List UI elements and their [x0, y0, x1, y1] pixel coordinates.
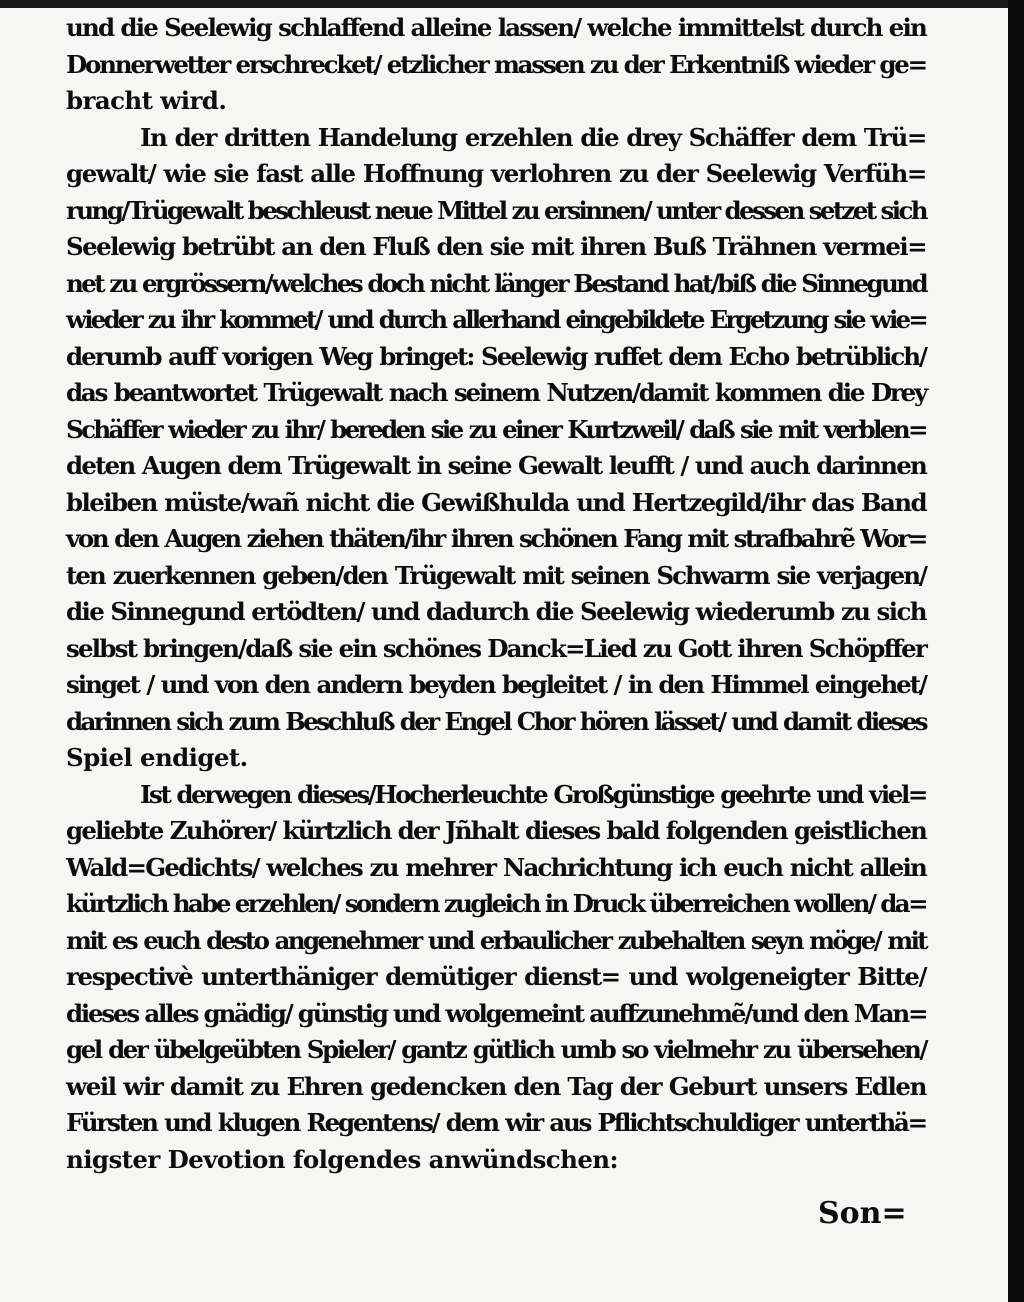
text-line: weil wir damit zu Ehren gedencken den Tag der Geburt unsers Edlen — [66, 1071, 926, 1101]
text-line: bracht wird. — [66, 86, 227, 115]
text-line: von den Augen ziehen thäten/ihr ihren schönen Fang mit strafbahrẽ Wor= — [66, 524, 926, 553]
text-line: Fürsten und klugen Regentens/ dem wir aus Pflichtschuldiger unterthä= — [66, 1108, 926, 1137]
scan-border-right — [1008, 0, 1024, 1302]
text-line: nigster Devotion folgendes anwündschen: — [66, 1144, 618, 1174]
text-line: und die Seelewig schlaffend alleine lassen/ welche immittelst durch ein — [66, 13, 926, 42]
text-line: Donnerwetter erschrecket/ etzlicher massen zu der Erkentniß wieder ge= — [66, 49, 926, 79]
text-line: die Sinnegund ertödten/ und dadurch die Seelewig wiederumb zu sich — [66, 597, 926, 626]
text-line: kürtzlich habe erzehlen/ sondern zugleich in Druck überreichen wollen/ da= — [66, 889, 926, 918]
text-line: Schäffer wieder zu ihr/ bereden sie zu einer Kurtzweil/ daß sie mit verblen= — [66, 414, 926, 444]
text-line: mit es euch desto angenehmer und erbaulicher zubehalten seyn möge/ mit — [66, 925, 926, 955]
text-line: dieses alles gnädig/ günstig und wolgemeint auffzunehmẽ/und den Man= — [66, 998, 927, 1028]
text-line: wieder zu ihr kommet/ und durch allerhand eingebildete Ergetzung sie wie= — [66, 305, 926, 334]
catchword: Son= — [818, 1196, 907, 1231]
text-line: gewalt/ wie sie fast alle Hoffnung verlohren zu der Seelewig Verfüh= — [66, 159, 926, 188]
text-line: Wald=Gedichts/ welches zu mehrer Nachrichtung ich euch nicht allein — [66, 852, 926, 882]
text-line: net zu ergrössern/welches doch nicht länger Bestand hat/biß die Sinnegund — [66, 268, 926, 298]
text-line: ten zuerkennen geben/den Trügewalt mit seinen Schwarm sie verjagen/ — [66, 560, 926, 590]
text-line: darinnen sich zum Beschluß der Engel Chor hören lässet/ und damit dieses — [66, 706, 926, 736]
text-line: selbst bringen/daß sie ein schönes Danck=Lied zu Gott ihren Schöpffer — [66, 633, 926, 663]
text-line: respectivè unterthäniger demütiger dienst= und wolgeneigter Bitte/ — [66, 962, 926, 991]
text-line: rung/Trügewalt beschleust neue Mittel zu ersinnen/ unter dessen setzet sich — [66, 195, 926, 225]
text-line: deten Augen dem Trügewalt in seine Gewalt leufft / und auch darinnen — [66, 451, 926, 480]
text-line: Spiel endiget. — [66, 743, 248, 772]
scan-border-top — [0, 0, 1024, 8]
text-line: Seelewig betrübt an den Fluß den sie mit ihren Buß Trähnen vermei= — [66, 232, 926, 261]
paragraph-start-line: In der dritten Handelung erzehlen die drey Schäffer dem Trü= — [140, 122, 926, 152]
paragraph-start-line: Ist derwegen dieses/Hocherleuchte Großgünstige geehrte und viel= — [140, 779, 926, 809]
text-line: bleiben müste/wañ nicht die Gewißhulda und Hertzegild/ihr das Band — [66, 487, 926, 517]
text-line: derumb auff vorigen Weg bringet: Seelewig ruffet dem Echo betrüblich/ — [66, 341, 926, 371]
body-text — [66, 10, 926, 1178]
text-line: geliebte Zuhörer/ kürtzlich der Jñhalt dieses bald folgenden geistlichen — [66, 816, 926, 845]
text-line: gel der übelgeübten Spieler/ gantz gütlich umb so vielmehr zu übersehen/ — [66, 1035, 926, 1064]
text-line: singet / und von den andern beyden begleitet / in den Himmel eingehet/ — [66, 670, 926, 699]
text-line: das beantwortet Trügewalt nach seinem Nutzen/damit kommen die Drey — [66, 378, 926, 407]
